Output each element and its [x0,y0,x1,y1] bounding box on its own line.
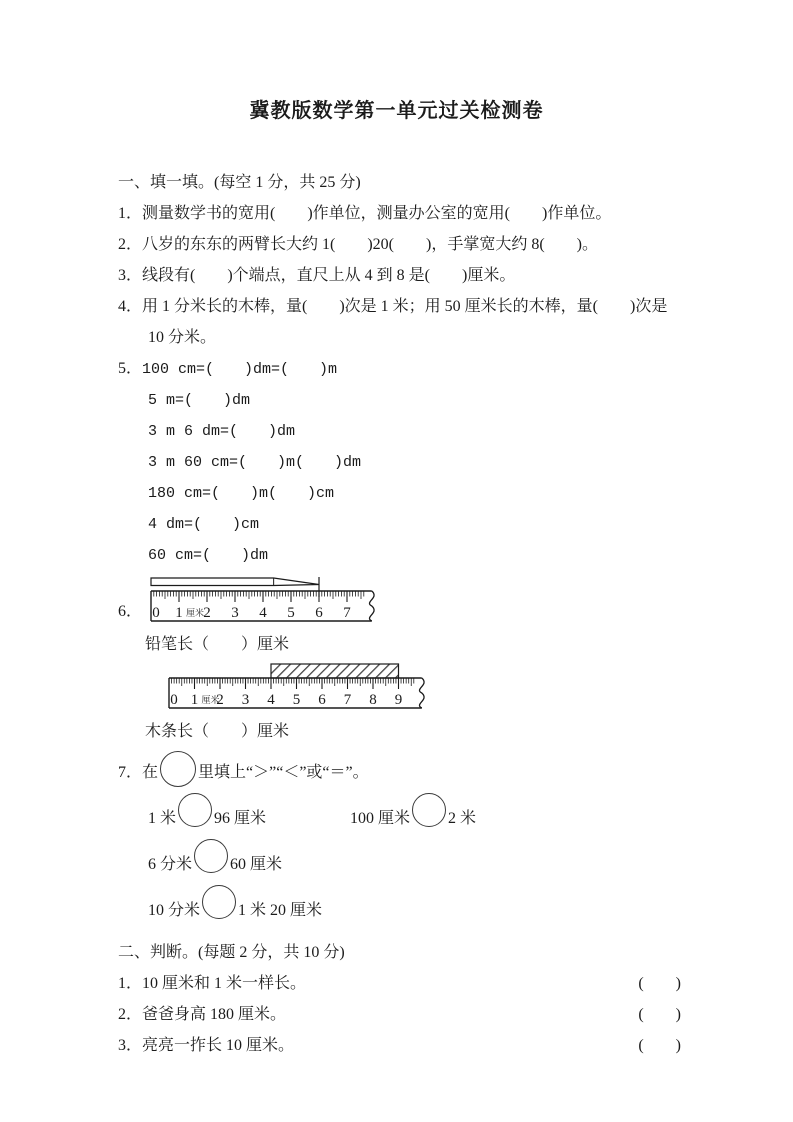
pencil-icon [151,578,319,586]
conversion-line: 3 m 60 cm=( )m( )dm [148,454,362,471]
svg-text:4: 4 [259,605,267,621]
svg-text:6: 6 [315,605,323,621]
conversion-line: 180 cm=( )m( )cm [148,485,335,502]
question-1: 1．测量数学书的宽用( )作单位，测量办公室的宽用( )作单位。 [118,205,612,222]
question-7-stem [118,751,681,793]
svg-text:8: 8 [369,692,377,708]
question-4-line2: 10 分米。 [148,329,217,346]
svg-text:9: 9 [394,692,403,708]
section-two-heading: 二、判断。(每题 2 分，共 10 分) [118,944,345,961]
judge-answer-blank: ( ) [638,1037,681,1054]
svg-text:3: 3 [231,605,239,621]
pencil-ruler-figure [145,573,382,629]
svg-text:5: 5 [292,692,301,708]
compare-right-value: 2 米 [448,810,477,827]
compare-left-value: 100 厘米 [350,810,411,827]
question-4-line1: 4．用 1 分米长的木棒，量( )次是 1 米；用 50 厘米长的木棒，量( )次是 [118,298,668,315]
svg-text:2: 2 [216,692,224,708]
conversion-line: 100 cm=( )dm=( )m [142,361,338,378]
question-5-marker: 5． [118,360,143,377]
svg-text:7: 7 [343,605,351,621]
svg-text:6: 6 [318,692,326,708]
compare-right-value: 96 厘米 [214,810,267,827]
wood-bar-icon [271,664,399,678]
question-6-marker: 6． [118,603,143,620]
svg-text:3: 3 [241,692,250,708]
compare-circle-icon [412,793,446,827]
conversion-line: 3 m 6 dm=( )dm [148,423,296,440]
svg-text:2: 2 [203,605,211,621]
pencil-length-caption: 铅笔长（ ）厘米 [145,636,290,653]
question-2: 2．八岁的东东的两臂长大约 1( )20( )，手掌宽大约 8( )。 [118,236,598,253]
question-7-row-3 [148,885,681,931]
stick-ruler-figure [163,662,681,716]
compare-circle-icon [194,839,228,873]
svg-text:4: 4 [267,692,275,708]
question-7-stem-pre: 7．在 [118,764,159,781]
judge-answer-blank: ( ) [638,1006,681,1023]
svg-text:厘米: 厘米 [201,695,220,705]
compare-circle-icon [178,793,212,827]
compare-left-value: 1 米 [148,810,177,827]
svg-text:7: 7 [343,692,352,708]
svg-text:1: 1 [175,605,183,621]
conversion-line: 5 m=( )dm [148,392,251,409]
question-6-pencil-figure-row [118,573,681,629]
question-7-stem-post: 里填上“＞”“＜”或“＝”。 [198,764,369,781]
svg-text:1: 1 [190,692,199,708]
ruler-svg [163,662,432,711]
compare-circle-icon [160,751,196,787]
judge-item-3 [118,1030,681,1061]
judge-statement: 3．亮亮一拃长 10 厘米。 [118,1037,295,1054]
conversion-line: 60 cm=( )dm [148,547,269,564]
compare-left-value: 10 分米 [148,902,201,919]
question-5-line1 [118,353,681,385]
judge-item-1 [118,968,681,999]
compare-left-value: 6 分米 [148,856,193,873]
svg-text:0: 0 [152,605,160,621]
judge-statement: 1．10 厘米和 1 米一样长。 [118,975,307,992]
compare-right-value: 1 米 20 厘米 [238,902,323,919]
svg-text:5: 5 [287,605,295,621]
compare-circle-icon [202,885,236,919]
question-3: 3．线段有( )个端点，直尺上从 4 到 8 是( )厘米。 [118,267,516,284]
question-7-row-1 [148,793,681,839]
judge-item-2 [118,999,681,1030]
ruler-svg [145,573,382,624]
svg-text:厘米: 厘米 [186,608,205,618]
judge-statement: 2．爸爸身高 180 厘米。 [118,1006,287,1023]
compare-right-value: 60 厘米 [230,856,283,873]
page-title: 冀教版数学第一单元过关检测卷 [249,100,544,122]
conversion-line: 4 dm=( )cm [148,516,260,533]
question-7-row-2 [148,839,681,885]
section-one-heading: 一、填一填。(每空 1 分，共 25 分) [118,174,361,191]
stick-length-caption: 木条长（ ）厘米 [145,723,290,740]
svg-text:0: 0 [170,692,178,708]
judge-answer-blank: ( ) [638,975,681,992]
paper-content [0,167,793,1061]
